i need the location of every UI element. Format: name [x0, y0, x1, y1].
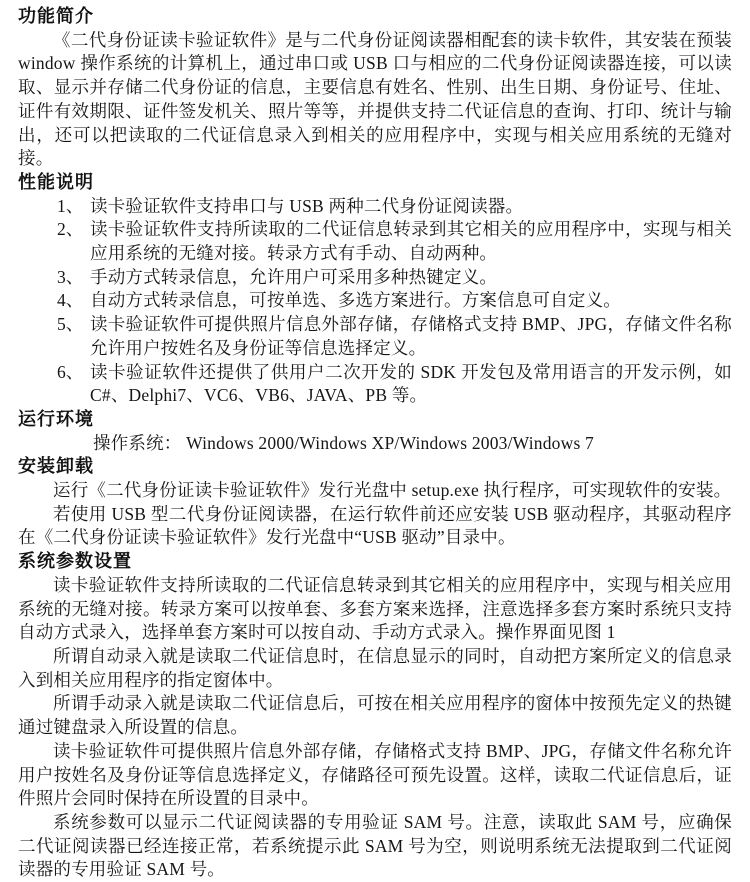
list-item [57, 218, 732, 265]
paragraph: 所谓自动录入就是读取二代证信息时，在信息显示的同时，自动把方案所定义的信息录入到相关应用程序的指定窗体中。 [18, 645, 732, 690]
list-item-number: 3、 [57, 266, 84, 287]
os-requirements-line: 操作系统： Windows 2000/Windows XP/Windows 2003/Windows 7 [93, 432, 594, 453]
list-item [57, 195, 732, 219]
paragraph: 系统参数可以显示二代证阅读器的专用验证 SAM 号。注意，读取此 SAM 号，应确保二代证阅读器已经连接正常，若系统提示此 SAM 号为空，则说明系统无法提取到二代证阅读器的专用验证 SAM 号。 [18, 811, 732, 880]
list-item-text: 手动方式转录信息，允许用户可采用多种热键定义。 [90, 266, 498, 287]
section-performance [18, 171, 732, 408]
section-heading-intro: 功能简介 [18, 6, 94, 26]
paragraph: 所谓手动录入就是读取二代证信息后，可按在相关应用程序的窗体中按预先定义的热键通过键盘录入所设置的信息。 [18, 693, 732, 738]
list-item-number: 1、 [57, 195, 84, 216]
paragraph: 若使用 USB 型二代身份证阅读器，在运行软件前还应安装 USB 驱动程序，其驱动程序在《二代身份证读卡验证软件》发行光盘中“USB 驱动”目录中。 [18, 503, 732, 548]
list-item [57, 266, 732, 290]
paragraph: 读卡验证软件可提供照片信息外部存储，存储格式支持 BMP、JPG，存储文件名称允许用户按姓名及身份证等信息选择定义，存储路径可预先设置。这样，读取二代证信息后，证件照片会同时保持在所设置的目录中。 [18, 740, 732, 809]
list-item-number: 6、 [57, 361, 84, 382]
list-item-text: 自动方式转录信息，可按单选、多选方案进行。方案信息可自定义。 [90, 290, 621, 311]
list-item [57, 313, 732, 360]
section-heading-environment: 运行环境 [18, 408, 94, 429]
document-body [18, 5, 732, 882]
section-heading-system-params: 系统参数设置 [18, 551, 132, 572]
section-intro [18, 5, 732, 171]
paragraph: 运行《二代身份证读卡验证软件》发行光盘中 setup.exe 执行程序，可实现软件的安装。 [53, 480, 732, 501]
section-heading-install: 安装卸载 [18, 456, 94, 477]
list-item-number: 4、 [57, 290, 84, 311]
list-item-text: 读卡验证软件还提供了供用户二次开发的 SDK 开发包及常用语言的开发示例，如 C#、Delphi7、VC6、VB6、JAVA、PB 等。 [90, 361, 732, 406]
section-environment [18, 408, 732, 455]
paragraph: 《二代身份证读卡验证软件》是与二代身份证阅读器相配套的读卡软件，其安装在预装 window 操作系统的计算机上，通过串口或 USB 口与相应的二代身份证阅读器连接，可以读取、显示并存储二代身份证的信息，主要信息有姓名、性别、出生日期、身份证号、住址、证件有效期限、证件签发机关、照片等等，并提供支持二代证信息的查询、打印、统计与输出，还可以把读取的二代证信息录入到相关的应用程序中，实现与相关应用系统的无缝对接。 [18, 29, 732, 169]
list-item-text: 读卡验证软件可提供照片信息外部存储，存储格式支持 BMP、JPG，存储文件名称允许用户按姓名及身份证等信息选择定义。 [90, 314, 732, 358]
list-item [57, 361, 732, 408]
list-item [57, 289, 732, 313]
list-item-number: 5、 [57, 314, 84, 335]
section-install [18, 455, 732, 550]
list-item-number: 2、 [57, 219, 84, 240]
list-item-text: 读卡验证软件支持所读取的二代证信息转录到其它相关的应用程序中，实现与相关应用系统的无缝对接。转录方式有手动、自动两种。 [90, 219, 732, 264]
section-heading-performance: 性能说明 [18, 171, 94, 192]
section-system-params [18, 550, 732, 882]
list-item-text: 读卡验证软件支持串口与 USB 两种二代身份证阅读器。 [90, 195, 524, 216]
paragraph: 读卡验证软件支持所读取的二代证信息转录到其它相关的应用程序中，实现与相关应用系统的无缝对接。转录方案可以按单套、多套方案来选择，注意选择多套方案时系统只支持自动方式录入，选择单套方案时可以按自动、手动方式录入。操作界面见图 1 [18, 574, 732, 643]
